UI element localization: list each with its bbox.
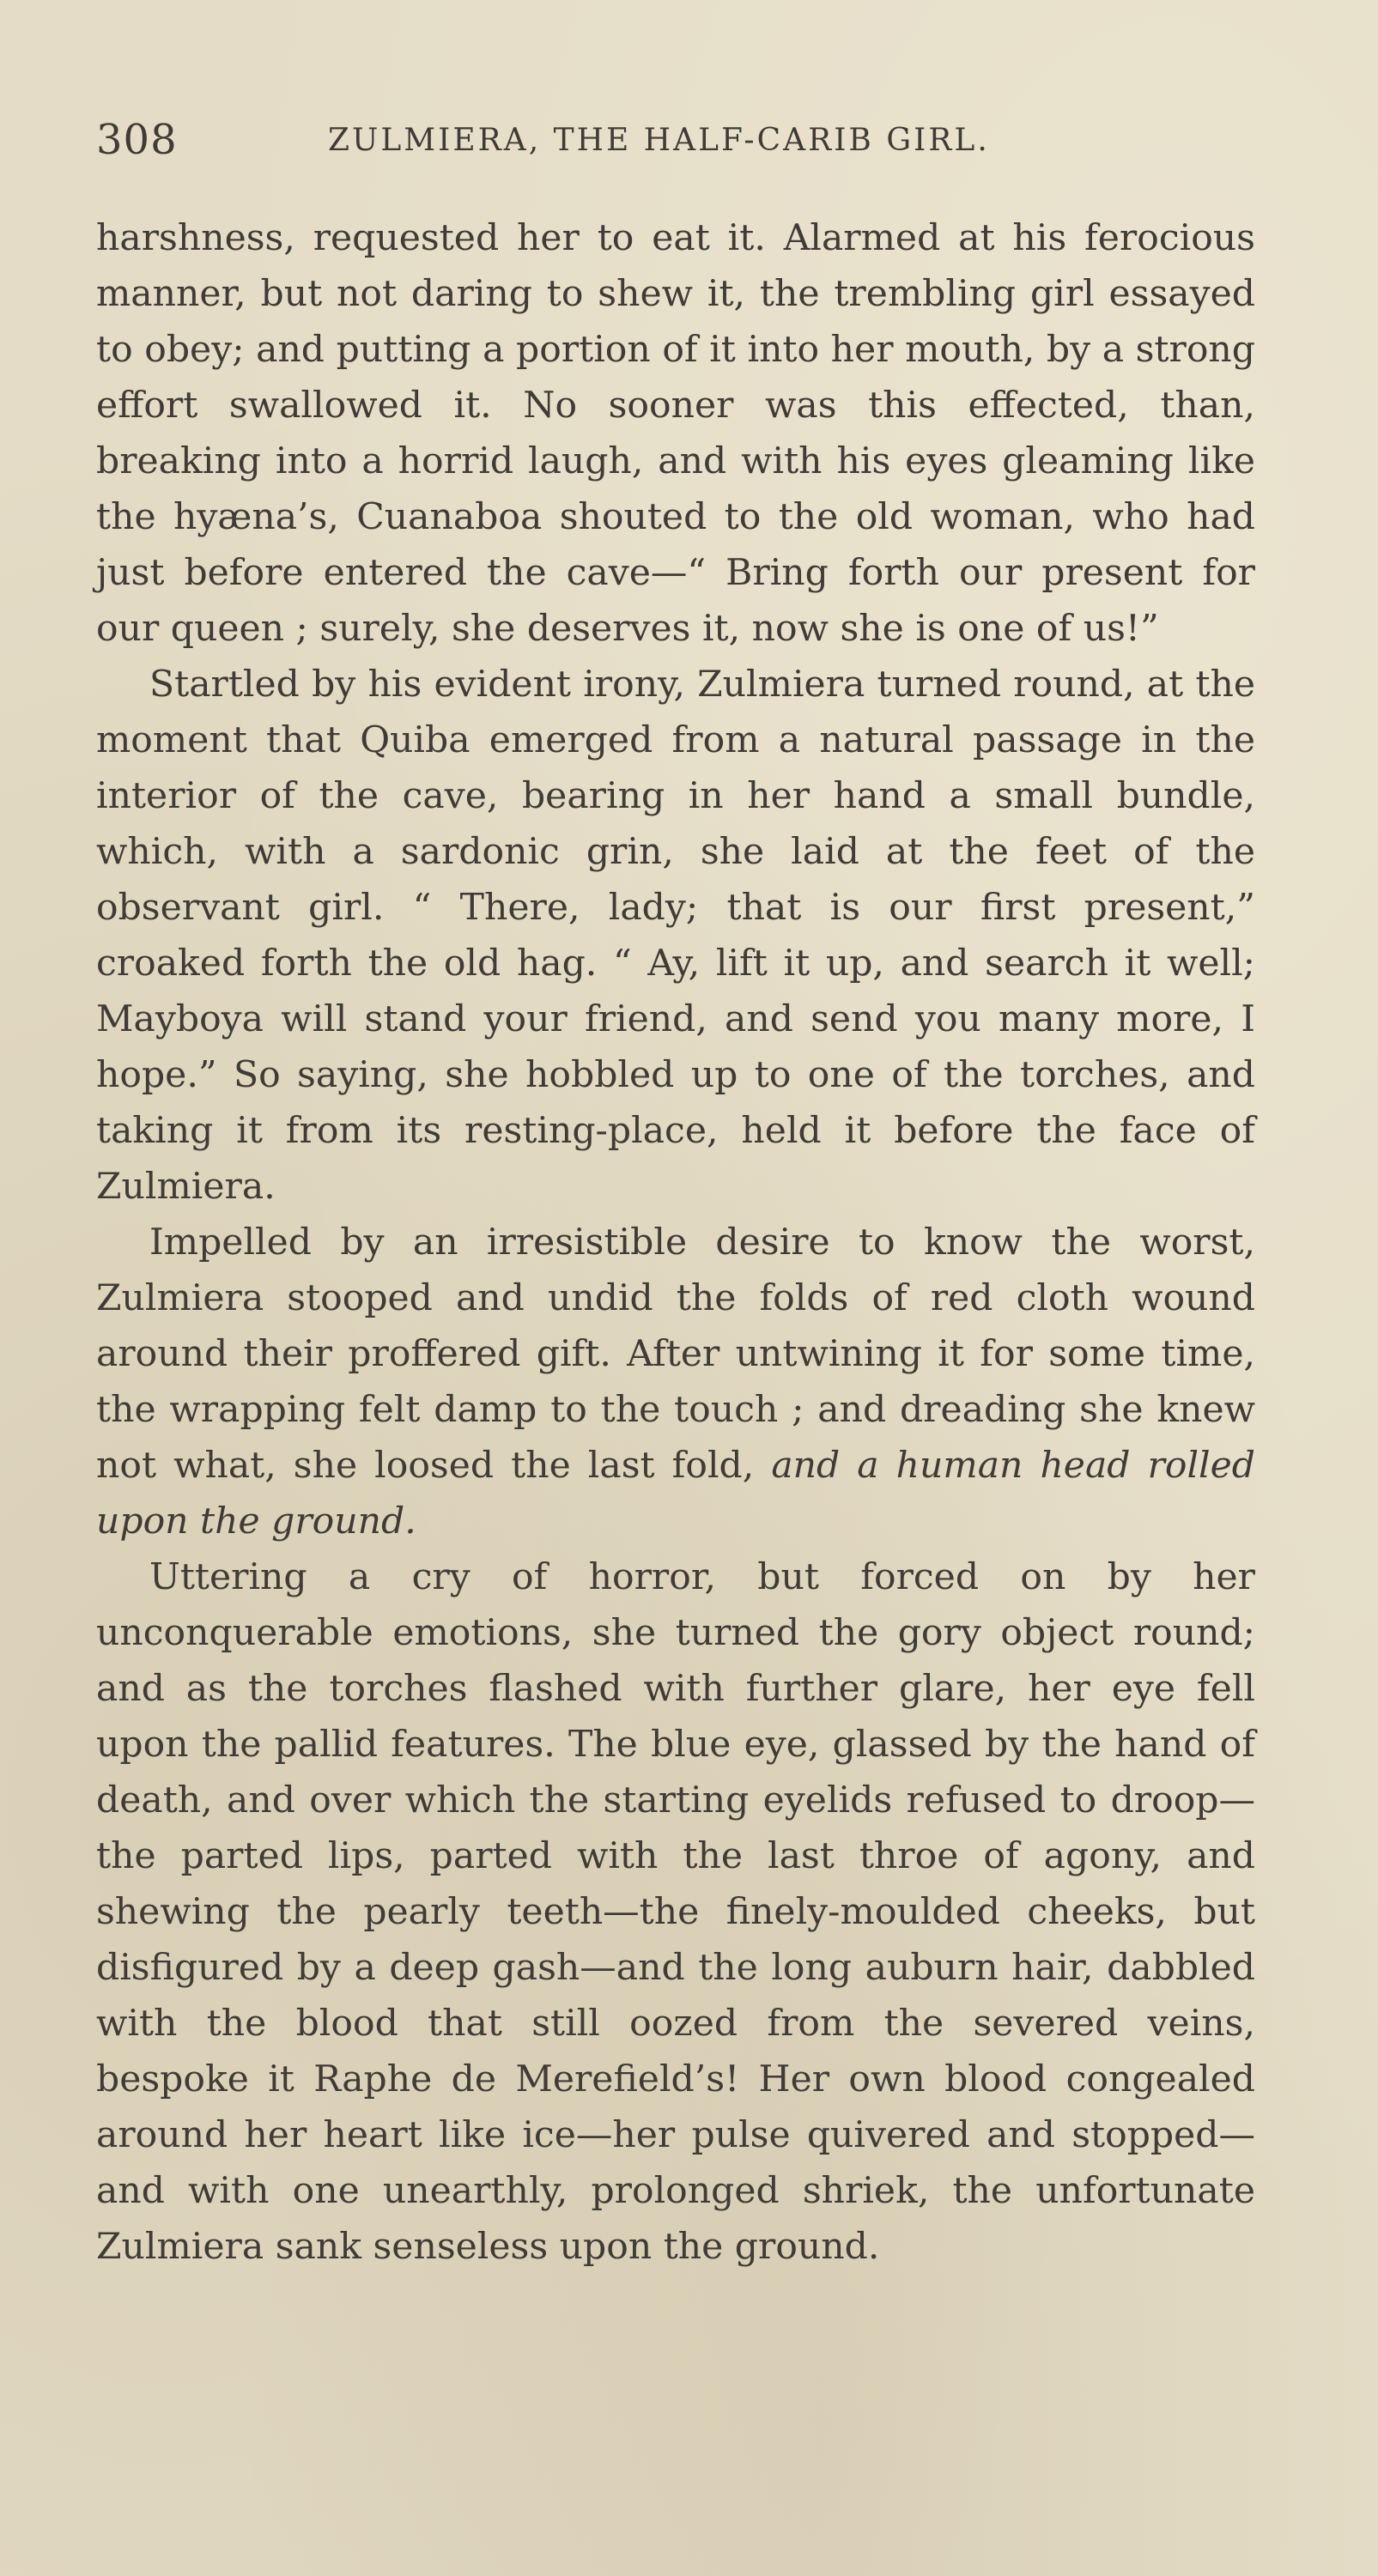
paragraph-4 bbox=[96, 1549, 1255, 2275]
paragraph-3-emphasis: and a human head rolled upon the ground. bbox=[96, 1445, 1255, 1543]
paragraph-2 bbox=[96, 657, 1255, 1215]
page-number: 308 bbox=[96, 116, 178, 164]
paragraph-1-text: harshness, requested her to eat it. Alarmed at his ferocious manner, but not daring to shew it, the trembling girl essayed to obey; and putting a portion of it into her mouth, by a strong effort swallowed it. No sooner was this effected, than, breaking into a horrid laugh, and with his eyes gleaming like the hyæna’s, Cuanaboa shouted to the old woman, who had just before entered the cave—“ Bring forth our present for our queen ; surely, she deserves it, now she is one of us!” bbox=[96, 217, 1255, 650]
paragraph-1 bbox=[96, 210, 1255, 657]
running-title: ZULMIERA, THE HALF-CARIB GIRL. bbox=[328, 123, 990, 158]
body-text bbox=[96, 210, 1255, 2275]
paragraph-2-text: Startled by his evident irony, Zulmiera turned round, at the moment that Quiba emerged from a natural passage in the interior of the cave, bearing in her hand a small bundle, which, with a sardonic grin, she laid at the feet of the observant girl. “ There, lady; that is our first present,” croaked forth the old hag. “ Ay, lift it up, and search it well; Mayboya will stand your friend, and send you many more, I hope.” So saying, she hobbled up to one of the torches, and taking it from its resting-place, held it before the face of Zulmiera. bbox=[96, 664, 1255, 1208]
page-header bbox=[96, 116, 1255, 167]
paragraph-3 bbox=[96, 1215, 1255, 1549]
paragraph-4-text: Uttering a cry of horror, but forced on by her unconquerable emotions, she turned the gory object round; and as the torches flashed with further glare, her eye fell upon the pallid features. The blue eye, glassed by the hand of death, and over which the starting eyelids refused to droop—the parted lips, parted with the last throe of agony, and shewing the pearly teeth—the finely-moulded cheeks, but disfigured by a deep gash—and the long auburn hair, dabbled with the blood that still oozed from the severed veins, bespoke it Raphe de Merefield’s! Her own blood congealed around her heart like ice—her pulse quivered and stopped—and with one unearthly, prolonged shriek, the unfortunate Zulmiera sank senseless upon the ground. bbox=[96, 1556, 1255, 2268]
paragraph-3-text: Impelled by an irresistible desire to know the worst, Zulmiera stooped and undid the folds of red cloth wound around their proffered gift. After untwining it for some time, the wrapping felt damp to the touch ; and dreading she knew not what, she loosed the last fold, bbox=[96, 1221, 1255, 1487]
